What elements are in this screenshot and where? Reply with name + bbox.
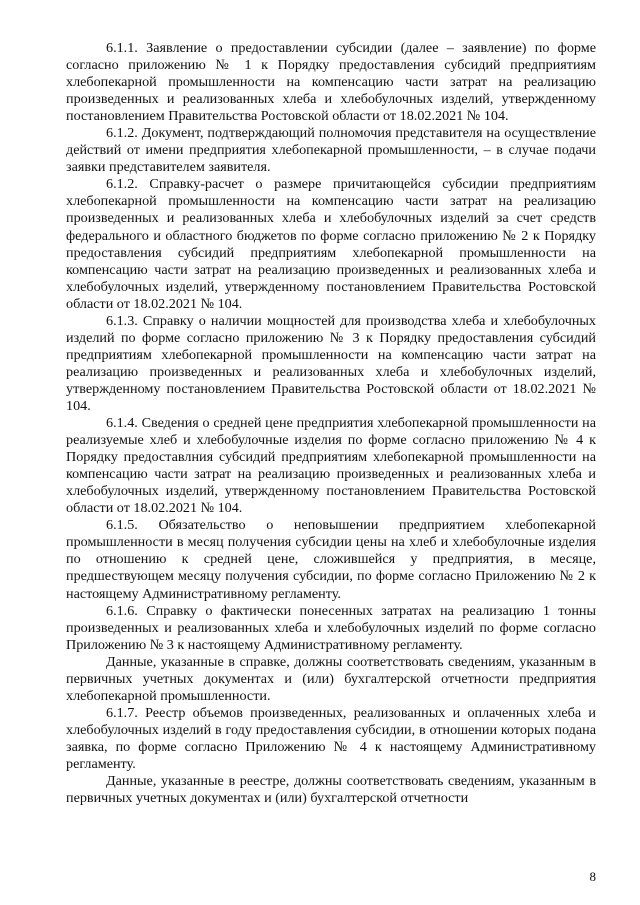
paragraph-6-1-2-document: 6.1.2. Документ, подтверждающий полномочия представителя на осуществление действий от имени предприятия хлебопекарной промышленности, – в случае подачи заявки представителем заявителя. <box>66 125 596 176</box>
paragraph-6-1-6: 6.1.6. Справку о фактически понесенных затратах на реализацию 1 тонны произведенных и реализованных хлеба и хлебобулочных изделий по форме согласно Приложению № 3 к настоящему Административному регламенту. <box>66 602 596 653</box>
paragraph-6-1-2-calculation: 6.1.2. Справку-расчет о размере причитающейся субсидии предприятиям хлебопекарной промышленности на компенсацию части затрат на реализацию произведенных и реализованных хлеба и хлебобулочных изделий за счет средств федерального и областного бюджетов по форме согласно приложению № 2 к Порядку предоставления субсидий предприятиям хлебопекарной промышленности на компенсацию части затрат на реализацию произведенных и реализованных хлеба и хлебобулочных изделий, утвержденному постановлением Правительства Ростовской области от 18.02.2021 № 104. <box>66 176 596 312</box>
paragraph-registry-data: Данные, указанные в реестре, должны соответствовать сведениям, указанным в первичных учетных документах и (или) бухгалтерской отчетности <box>66 773 596 807</box>
paragraph-certificate-data: Данные, указанные в справке, должны соответствовать сведениям, указанным в первичных учетных документах и (или) бухгалтерской отчетности предприятия хлебопекарной промышленности. <box>66 653 596 704</box>
paragraph-6-1-1: 6.1.1. Заявление о предоставлении субсидии (далее – заявление) по форме согласно приложению № 1 к Порядку предоставления субсидий предприятиям хлебопекарной промышленности на компенсацию части затрат на реализацию произведенных и реализованных хлеба и хлебобулочных изделий, утвержденному постановлением Правительства Ростовской области от 18.02.2021 № 104. <box>66 40 596 125</box>
paragraph-6-1-7: 6.1.7. Реестр объемов произведенных, реализованных и оплаченных хлеба и хлебобулочных изделий в году предоставления субсидии, в отношении которых подана заявка, по форме согласно Приложению № 4 к настоящему Административному регламенту. <box>66 704 596 772</box>
paragraph-6-1-5: 6.1.5. Обязательство о неповышении предприятием хлебопекарной промышленности в месяц получения субсидии цены на хлеб и хлебобулочные изделия по отношению к средней цене, сложившейся у предприятия, в месяце, предшествующем месяцу получения субсидии, по форме согласно Приложению № 2 к настоящему Административному регламенту. <box>66 517 596 602</box>
paragraph-6-1-4: 6.1.4. Сведения о средней цене предприятия хлебопекарной промышленности на реализуемые хлеб и хлебобулочные изделия по форме согласно приложению № 4 к Порядку предоставлния субсидий предприятиям хлебопекарной промышленности на компенсацию части затрат на реализацию произведенных и реализованных хлеба и хлебобулочных изделий, утвержденному постановлением Правительства Ростовской области от 18.02.2021 № 104. <box>66 415 596 517</box>
document-body <box>66 40 596 807</box>
page-number: 8 <box>589 869 596 884</box>
paragraph-6-1-3: 6.1.3. Справку о наличии мощностей для производства хлеба и хлебобулочных изделий по форме согласно приложению № 3 к Порядку предоставления субсидий предприятиям хлебопекарной промышленности на компенсацию части затрат на реализацию произведенных и реализованных хлеба и хлебобулочных изделий, утвержденному постановлением Правительства Ростовской области от 18.02.2021 № 104. <box>66 312 596 414</box>
